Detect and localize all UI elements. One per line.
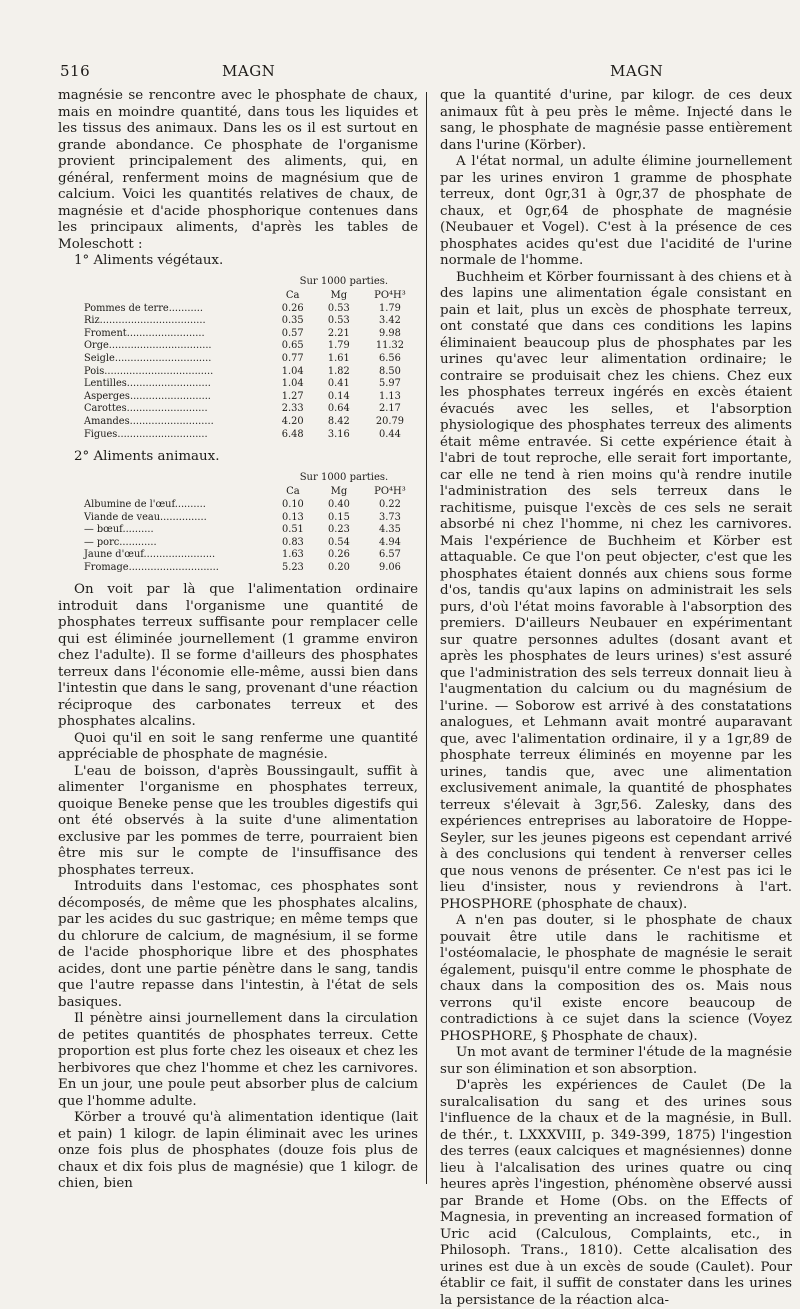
table-animal-foods	[58, 472, 418, 575]
section-title-animal: 2° Aliments animaux.	[74, 449, 220, 465]
po4h3-value-cell: 1.79	[379, 302, 401, 314]
table-row	[84, 366, 418, 379]
ca-value-cell: 1.04	[281, 378, 304, 390]
ca-value-cell: 0.10	[281, 498, 304, 510]
table-row	[84, 562, 418, 575]
mg-value-cell: 0.14	[327, 390, 350, 402]
ca-value-cell: 0.26	[281, 302, 304, 314]
table-row	[84, 315, 418, 328]
table-row	[84, 429, 418, 442]
po4h3-value-cell: 8.50	[379, 365, 401, 377]
table-span-header: Sur 1000 parties.	[299, 471, 389, 483]
section-title-vegetable: 1° Aliments végétaux.	[74, 253, 224, 268]
col-header-po4h3: PO⁴H³	[374, 290, 406, 302]
body-paragraph: L'eau de boisson, d'après Boussingault, suffit à alimenter l'organisme en phosphates terreux, quoique Beneke pense que les troubles digestifs qui ont été observés à la suite d'une alimentation exclusive par les pommes de terre, pourraient bien être mis sur le compte de l'insuffisance des phosphates terreux.	[58, 763, 418, 878]
food-name-cell: — porc............	[84, 536, 157, 548]
mg-value-cell: 0.23	[328, 524, 350, 536]
table-row	[84, 403, 418, 416]
mg-value-cell: 0.64	[327, 403, 350, 415]
po4h3-value-cell: 0.44	[379, 428, 401, 440]
table-span-header: Sur 1000 parties.	[299, 275, 389, 287]
mg-value-cell: 1.61	[327, 353, 350, 365]
food-name-cell: Pommes de terre...........	[84, 302, 203, 314]
body-paragraph: A n'en pas douter, si le phosphate de chaux pouvait être utile dans le rachitisme et l'ostéomalacie, le phosphate de magnésie le serait également, puisqu'il entre comme le phosphate de chaux dans la composition des os. Mais nous verrons qu'il existe encore beaucoup de contradictions à ce sujet dans la science (Voyez PHOSPHORE, § Phosphate de chaux).	[440, 913, 792, 1044]
po4h3-value-cell: 9.98	[379, 327, 401, 339]
left-column	[58, 88, 418, 1193]
food-name-cell: Froment.........................	[84, 327, 205, 339]
po4h3-value-cell: 6.56	[379, 353, 401, 365]
food-name-cell: Carottes..........................	[84, 403, 208, 415]
food-name-cell: Riz..................................	[84, 315, 206, 327]
table-row	[84, 391, 418, 404]
po4h3-value-cell: 6.57	[379, 549, 401, 561]
ca-value-cell: 1.63	[281, 549, 304, 561]
mg-value-cell: 1.82	[327, 365, 350, 377]
food-name-cell: Asperges..........................	[84, 390, 211, 402]
food-name-cell: Jaune d'œuf.......................	[84, 549, 216, 561]
mg-value-cell: 8.42	[327, 416, 350, 428]
ca-value-cell: 0.13	[281, 511, 304, 523]
ca-value-cell: 0.35	[281, 315, 304, 327]
ca-value-cell: 0.51	[281, 524, 304, 536]
col-header-mg: Mg	[330, 290, 348, 302]
body-paragraph: D'après les expériences de Caulet (De la suralcalisation du sang et des urines sous l'influence de la chaux et de la magnésie, in Bull. de thér., t. LXXXVIII, p. 349-399, 1875) l'ingestion des terres (eaux calciques et magnésiennes) donne lieu à l'alcalisation des urines quatre ou cinq heures après l'ingestion, phénomène observé aussi par Brande et Home (Obs. on the Effects of Magnesia, in preventing an increased formation of Uric acid (Calculous, Complaints, etc., in Philosoph. Trans., 1810). Cette alcalisation des urines est due à un excès de soude (Caulet). Pour établir ce fait, il suffit de constater dans les urines la persistance de la réaction alca-	[440, 1078, 792, 1308]
table-row	[84, 328, 418, 341]
ca-value-cell: 1.04	[281, 365, 304, 377]
mg-value-cell: 1.79	[327, 340, 350, 352]
ca-value-cell: 6.48	[281, 428, 304, 440]
table-row	[84, 512, 418, 525]
table-row	[84, 499, 418, 512]
ca-value-cell: 4.20	[281, 416, 304, 428]
po4h3-value-cell: 11.32	[375, 340, 404, 352]
running-head-right: MAGN	[610, 62, 664, 80]
column-divider	[426, 92, 427, 1184]
po4h3-value-cell: 2.17	[379, 403, 401, 415]
table-row	[84, 340, 418, 353]
body-paragraph: Il pénètre ainsi journellement dans la circulation de petites quantités de phosphates terreux. Cette proportion est plus forte chez les oiseaux et chez les herbivores que chez l'homme et chez les carnivores. En un jour, une poule peut absorber plus de calcium que l'homme adulte.	[58, 1011, 418, 1109]
table-row	[84, 537, 418, 550]
intro-paragraph: magnésie se rencontre avec le phosphate de chaux, mais en moindre quantité, dans tous les liquides et les tissus des animaux. Dans les os il est surtout en grande abondance. Ce phosphate de l'organisme provient principalement des aliments, qui, en général, renferment moins de magnésium que de calcium. Voici les quantités relatives de chaux, de magnésie et d'acide phosphorique contenues dans les principaux aliments, d'après les tables de Moleschott :	[58, 88, 418, 252]
body-paragraph: Introduits dans l'estomac, ces phosphates sont décomposés, de même que les phosphates alcalins, par les acides du suc gastrique; en même temps que du chlorure de calcium, de magnésium, il se forme de l'acide phosphorique libre et des phosphates acides, dont une partie pénètre dans le sang, tandis que l'autre repasse dans l'intestin, à l'état de sels basiques.	[58, 879, 418, 1010]
po4h3-value-cell: 0.22	[379, 498, 401, 510]
ca-value-cell: 2.33	[281, 403, 304, 415]
table-row	[84, 353, 418, 366]
ca-value-cell: 0.57	[281, 327, 304, 339]
food-name-cell: Lentilles...........................	[84, 378, 211, 390]
ca-value-cell: 0.83	[281, 536, 304, 548]
table-row	[84, 416, 418, 429]
mg-value-cell: 0.54	[328, 536, 350, 548]
table-vegetable-foods	[58, 276, 418, 442]
po4h3-value-cell: 4.35	[379, 524, 401, 536]
table-row	[84, 378, 418, 391]
body-paragraph: Buchheim et Körber fournissant à des chiens et à des lapins une alimentation égale consistant en pain et lait, plus un excès de phosphate terreux, ont constaté que dans ces conditions les lapins éliminaient beaucoup plus de phosphates par les urines qu'avec leur alimentation ordinaire; le contraire se produisait chez les chiens. Chez eux les phosphates terreux ingérés en excès étaient évacués avec les selles, et l'absorption physiologique des phosphates terreux des aliments était même entravée. Si cette expérience était à l'abri de tout reproche, elle serait fort importante, car elle ne tend à rien moins qu'à rendre inutile l'administration des sels terreux dans le rachitisme, puisque l'excès de ces sels ne serait absorbé ni chez l'homme, ni chez les carnivores. Mais l'expérience de Buchheim et Körber est attaquable. Ce que l'on peut objecter, c'est que les phosphates étaient donnés aux chiens sous forme d'os, tandis qu'aux lapins on administrait les sels purs, d'où l'état moins favorable à l'absorption des premiers. D'ailleurs Neubauer en expérimentant sur quatre personnes adultes (dosant avant et après les phosphates de leurs urines) s'est assuré que l'administration des sels terreux donnait lieu à l'augmentation du calcium ou du magnésium de l'urine. — Soborow est arrivé à des constatations analogues, et Lehmann avait montré auparavant que, avec l'alimentation ordinaire, il y a 1gr,89 de phosphate terreux éliminés en moyenne par les urines, tandis que, avec une alimentation exclusivement animale, la quantité de phosphates terreux s'élevait à 3gr,56. Zalesky, dans des expériences entreprises au laboratoire de Hoppe-Seyler, sur les jeunes pigeons est cependant arrivé à des conclusions qui tendent à renverser celles que nous venons de présenter. Ce n'est pas ici le lieu d'insister, nous y reviendrons à l'art. PHOSPHORE (phosphate de chaux).	[440, 269, 792, 912]
po4h3-value-cell: 9.06	[379, 561, 401, 573]
po4h3-value-cell: 3.73	[379, 511, 401, 523]
food-name-cell: Amandes...........................	[84, 416, 214, 428]
mg-value-cell: 0.26	[328, 549, 350, 561]
food-name-cell: Albumine de l'œuf..........	[84, 498, 206, 510]
ca-value-cell: 1.27	[281, 390, 304, 402]
mg-value-cell: 0.53	[327, 315, 350, 327]
po4h3-value-cell: 3.42	[379, 315, 401, 327]
col-header-po4h3: PO⁴H³	[374, 486, 406, 498]
mg-value-cell: 2.21	[327, 327, 350, 339]
mg-value-cell: 3.16	[327, 428, 350, 440]
table-row	[84, 303, 418, 316]
food-name-cell: Fromage.............................	[84, 561, 219, 573]
po4h3-value-cell: 4.94	[379, 536, 401, 548]
ca-value-cell: 0.65	[281, 340, 304, 352]
body-paragraph: Un mot avant de terminer l'étude de la magnésie sur son élimination et son absorption.	[440, 1045, 792, 1077]
mg-value-cell: 0.40	[328, 498, 350, 510]
body-paragraph: que la quantité d'urine, par kilogr. de ces deux animaux fût à peu près le même. Injecté dans le sang, le phosphate de magnésie passe entièrement dans l'urine (Körber).	[440, 88, 792, 153]
food-name-cell: — bœuf..........	[84, 524, 154, 536]
food-name-cell: Pois...................................	[84, 365, 214, 377]
running-head-left: MAGN	[222, 62, 276, 80]
body-paragraph: On voit par là que l'alimentation ordinaire introduit dans l'organisme une quantité de phosphates terreux suffisante pour remplacer celle qui est éliminée journellement (1 gramme environ chez l'adulte). Il se forme d'ailleurs des phosphates terreux dans l'économie elle-même, aussi bien dans l'intestin que dans le sang, provenant d'une réaction réciproque des carbonates terreux et des phosphates alcalins.	[58, 582, 418, 730]
po4h3-value-cell: 5.97	[379, 378, 401, 390]
mg-value-cell: 0.41	[327, 378, 350, 390]
ca-value-cell: 5.23	[281, 561, 304, 573]
right-column	[440, 88, 792, 1309]
mg-value-cell: 0.20	[328, 561, 350, 573]
body-paragraph: A l'état normal, un adulte élimine journellement par les urines environ 1 gramme de phosphate terreux, dont 0gr,31 à 0gr,37 de phosphate de chaux, et 0gr,64 de phosphate de magnésie (Neubauer et Vogel). C'est à la présence de ces phosphates acides qu'est due l'acidité de l'urine normale de l'homme.	[440, 154, 792, 268]
col-header-ca: Ca	[286, 486, 300, 498]
table-row	[84, 549, 418, 562]
col-header-ca: Ca	[285, 290, 300, 302]
body-paragraph: Quoi qu'il en soit le sang renferme une quantité appréciable de phosphate de magnésie.	[58, 730, 418, 763]
col-header-mg: Mg	[330, 486, 348, 498]
table-row	[84, 524, 418, 537]
po4h3-value-cell: 1.13	[379, 390, 401, 402]
mg-value-cell: 0.15	[328, 511, 350, 523]
ca-value-cell: 0.77	[281, 353, 304, 365]
po4h3-value-cell: 20.79	[375, 416, 404, 428]
mg-value-cell: 0.53	[327, 302, 350, 314]
page-number: 516	[60, 62, 91, 80]
food-name-cell: Seigle...............................	[84, 353, 212, 365]
food-name-cell: Figues.............................	[84, 428, 208, 440]
food-name-cell: Orge.................................	[84, 340, 212, 352]
food-name-cell: Viande de veau...............	[84, 511, 207, 523]
body-paragraph: Körber a trouvé qu'à alimentation identique (lait et pain) 1 kilogr. de lapin éliminait avec les urines onze fois plus de phosphates (douze fois plus de chaux et dix fois plus de magnésie) que 1 kilogr. de chien, bien	[58, 1110, 418, 1192]
